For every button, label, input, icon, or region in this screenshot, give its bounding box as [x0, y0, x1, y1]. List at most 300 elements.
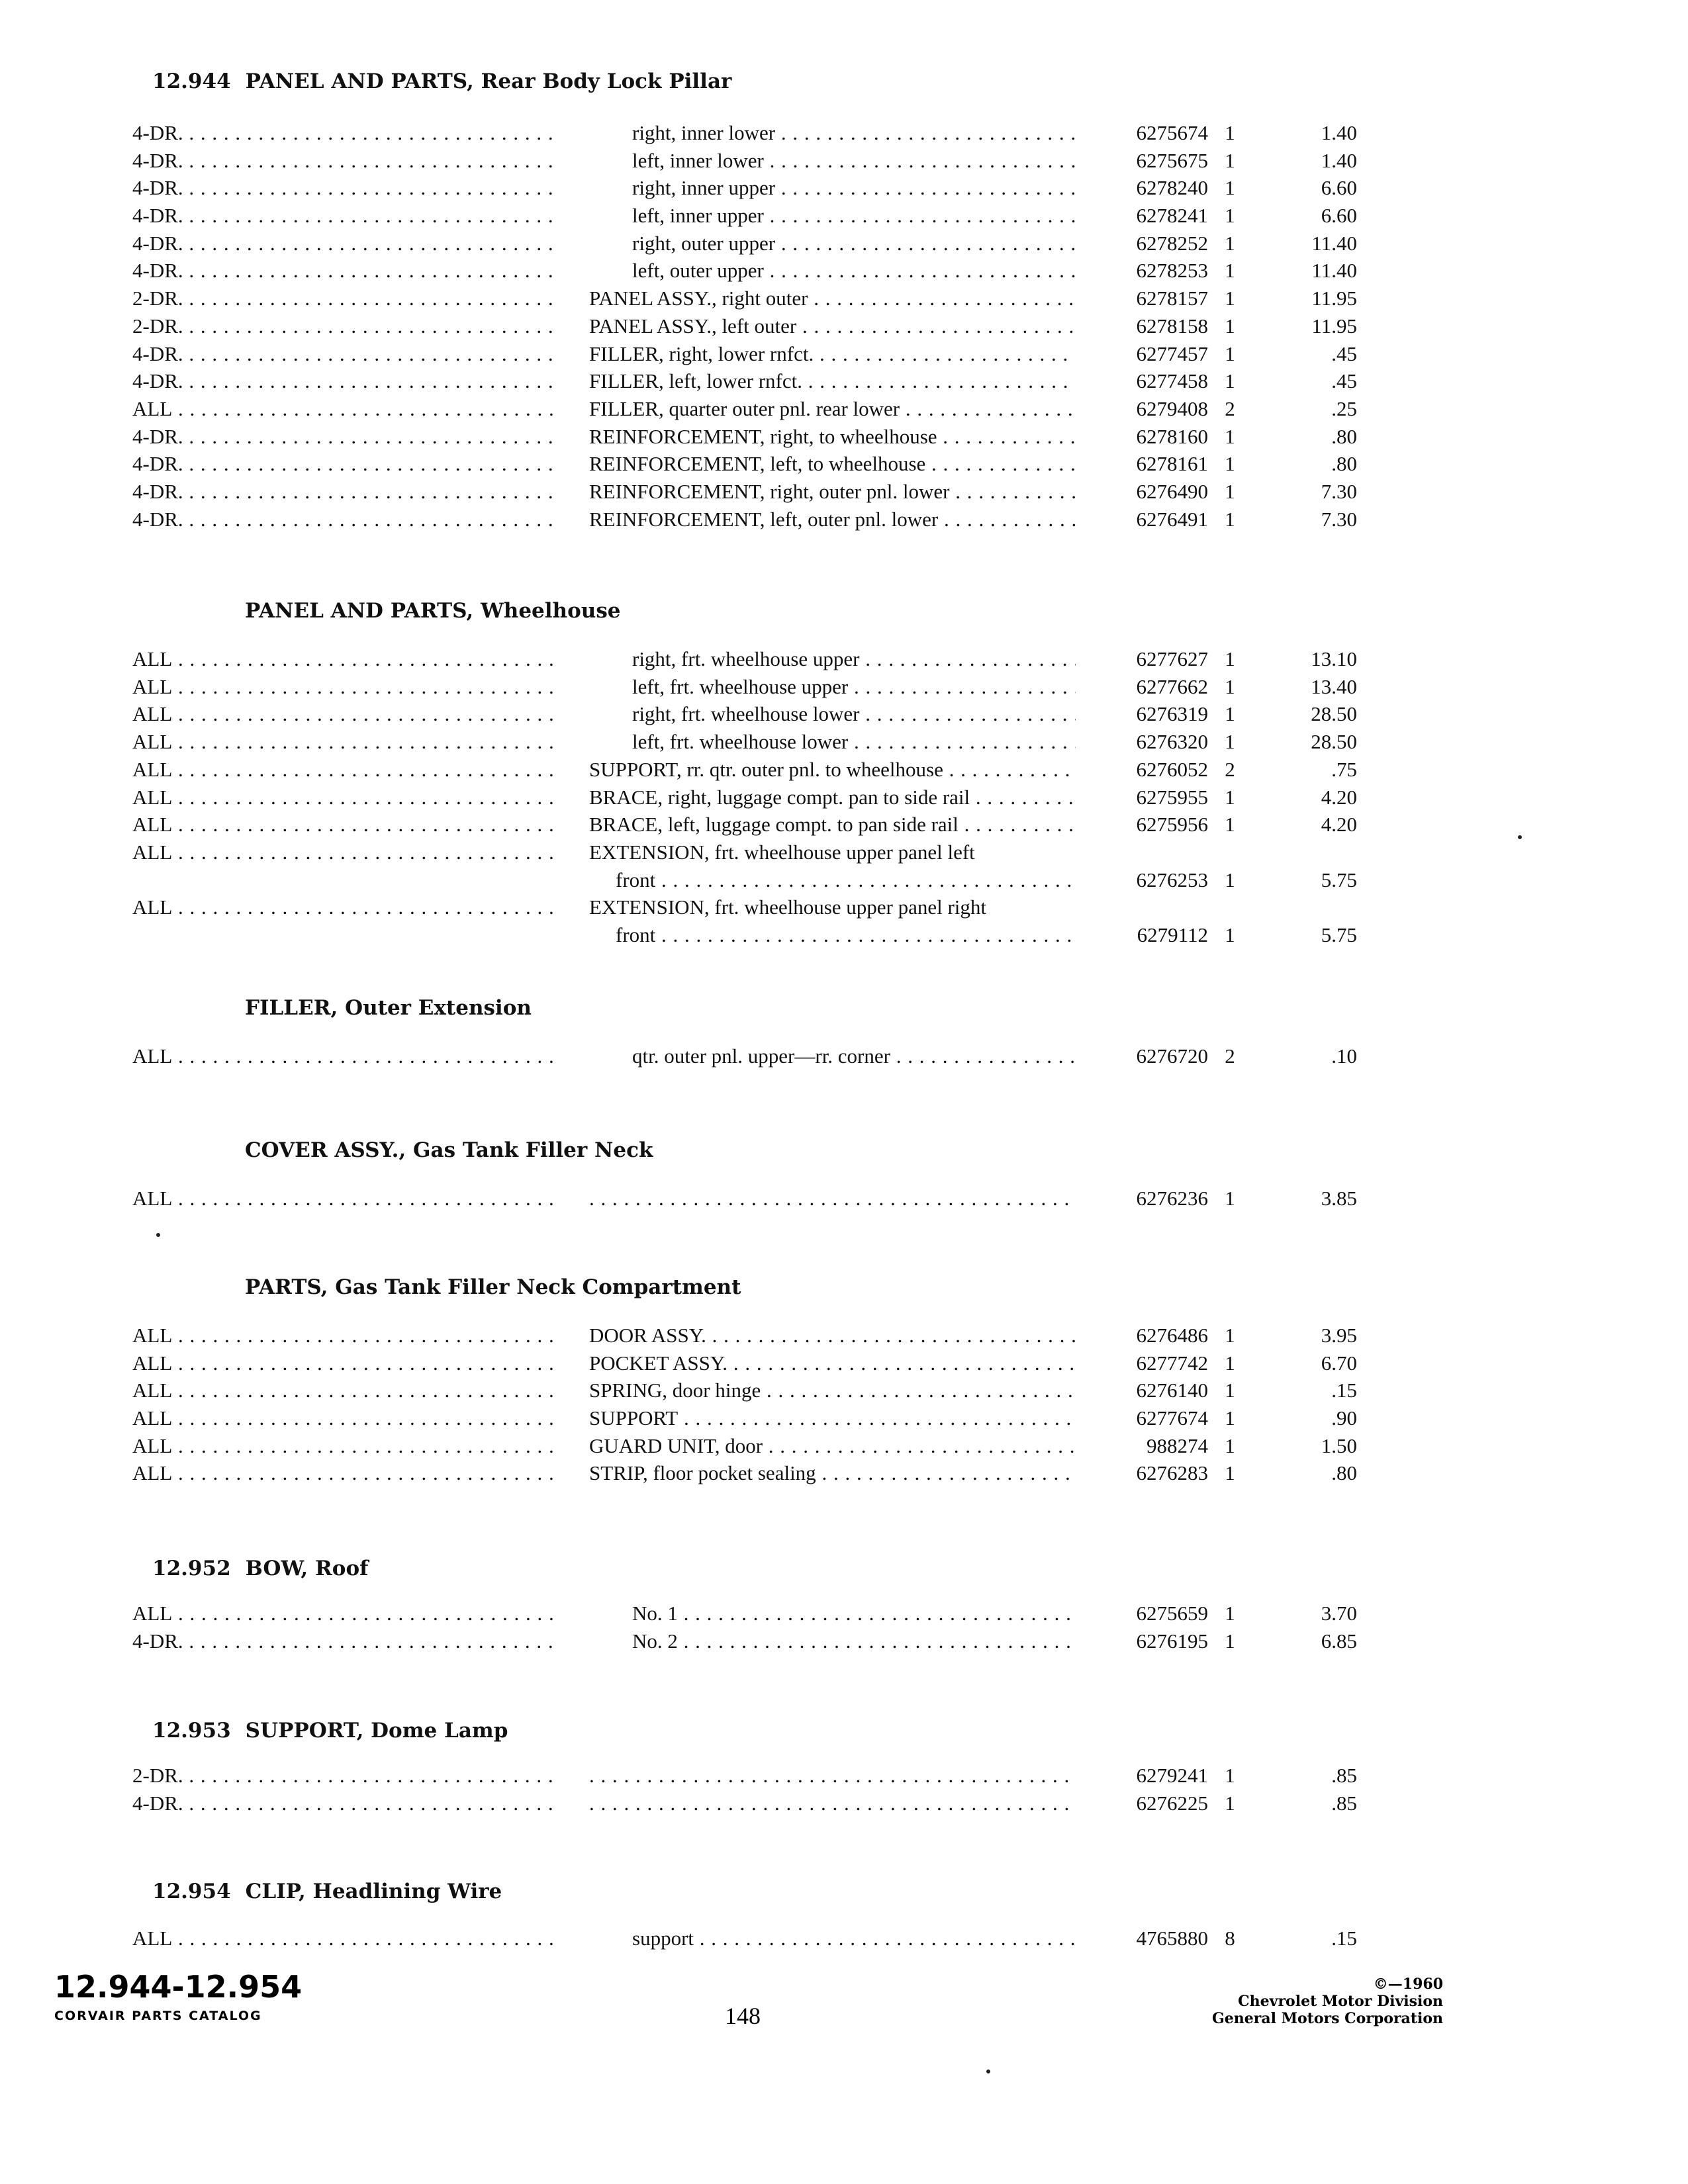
price: 3.85 — [1321, 1187, 1357, 1210]
model-text: ALL — [132, 1602, 173, 1625]
parts-row — [0, 367, 1688, 395]
model-text: ALL — [132, 1044, 173, 1068]
model-cell — [132, 340, 556, 368]
part-number: 6278252 — [1136, 232, 1208, 255]
description-text: FILLER, quarter outer pnl. rear lower — [589, 397, 900, 420]
description-cell — [589, 1404, 1076, 1432]
description-text: DOOR ASSY. — [589, 1324, 706, 1347]
parts-row — [0, 174, 1688, 202]
price: .90 — [1331, 1406, 1357, 1430]
part-number: 6278241 — [1136, 204, 1208, 227]
parts-row — [0, 1459, 1688, 1487]
description-text: right, inner upper — [632, 176, 776, 199]
description-text: right, outer upper — [632, 232, 776, 255]
model-text: ALL — [132, 1406, 173, 1430]
parts-row — [0, 1377, 1688, 1404]
description-cell — [589, 395, 1076, 423]
parts-row — [0, 1349, 1688, 1377]
price: 28.50 — [1311, 730, 1357, 753]
quantity: 1 — [1225, 730, 1235, 753]
description-cell — [589, 1322, 1076, 1349]
part-number: 6278253 — [1136, 259, 1208, 282]
quantity: 1 — [1225, 1351, 1235, 1375]
section-number: 12.952 — [152, 1557, 231, 1580]
part-number: 6276490 — [1136, 480, 1208, 503]
section-title: SUPPORT, Dome Lamp — [245, 1719, 508, 1743]
quantity: 1 — [1225, 149, 1235, 172]
quantity: 2 — [1225, 758, 1235, 781]
model-text: ALL — [132, 1324, 173, 1347]
price: 13.40 — [1311, 675, 1357, 698]
price: 11.40 — [1311, 232, 1357, 255]
quantity: 1 — [1225, 1379, 1235, 1402]
section-number: 12.953 — [152, 1719, 231, 1743]
description-text: left, outer upper — [632, 259, 764, 282]
model-cell — [132, 1377, 556, 1404]
description-cell — [589, 450, 1076, 478]
model-cell — [132, 423, 556, 451]
quantity: 1 — [1225, 813, 1235, 836]
description-text: REINFORCEMENT, right, to wheelhouse — [589, 425, 937, 448]
description-cell — [589, 811, 1076, 839]
section-heading — [152, 69, 731, 93]
section-title: BOW, Roof — [245, 1557, 369, 1580]
price: 5.75 — [1321, 923, 1357, 946]
corporation-name: General Motors Corporation — [1211, 2010, 1443, 2027]
model-text: ALL — [132, 895, 173, 919]
description-text: BRACE, left, luggage compt. to pan side rail — [589, 813, 959, 836]
model-text: 4-DR. — [132, 1629, 183, 1653]
section-number: 12.944 — [152, 69, 231, 93]
part-number: 6279112 — [1137, 923, 1208, 946]
model-cell — [132, 1349, 556, 1377]
quantity: 1 — [1225, 675, 1235, 698]
model-text: 4-DR. — [132, 176, 183, 199]
description-continuation — [589, 866, 1076, 894]
section-heading — [245, 1275, 741, 1299]
quantity: 1 — [1225, 452, 1235, 475]
price: .80 — [1331, 425, 1357, 448]
model-cell — [132, 1042, 556, 1070]
model-text: 4-DR. — [132, 232, 183, 255]
quantity: 2 — [1225, 1044, 1235, 1068]
description-cell — [632, 230, 1076, 257]
parts-row — [0, 257, 1688, 285]
model-text: ALL — [132, 647, 173, 670]
part-number: 6276253 — [1136, 868, 1208, 891]
description-cell — [589, 1377, 1076, 1404]
model-cell — [132, 119, 556, 147]
description-text: BRACE, right, luggage compt. pan to side rail — [589, 786, 970, 809]
model-cell — [132, 645, 556, 673]
price: 7.30 — [1321, 480, 1357, 503]
model-text: 4-DR. — [132, 121, 183, 144]
quantity: 8 — [1225, 1927, 1235, 1950]
part-number: 988274 — [1147, 1434, 1208, 1457]
parts-row — [0, 893, 1688, 949]
price: .10 — [1331, 1044, 1357, 1068]
model-text: ALL — [132, 1351, 173, 1375]
description-cell — [632, 1600, 1076, 1627]
model-text: ALL — [132, 1187, 173, 1210]
model-text: ALL — [132, 758, 173, 781]
quantity: 1 — [1225, 425, 1235, 448]
part-number: 6278160 — [1136, 425, 1208, 448]
model-cell — [132, 395, 556, 423]
parts-row — [0, 673, 1688, 701]
section-title: PANEL AND PARTS, Wheelhouse — [245, 599, 621, 623]
part-number: 6276052 — [1136, 758, 1208, 781]
model-cell — [132, 478, 556, 506]
model-text: ALL — [132, 675, 173, 698]
section-title: FILLER, Outer Extension — [245, 996, 532, 1020]
model-text: 2-DR. — [132, 314, 183, 338]
model-text: 4-DR. — [132, 425, 183, 448]
price: 6.60 — [1321, 204, 1357, 227]
description-text: left, frt. wheelhouse lower — [632, 730, 849, 753]
part-number: 4765880 — [1136, 1927, 1208, 1950]
description-text: REINFORCEMENT, left, to wheelhouse — [589, 452, 926, 475]
price: .25 — [1331, 397, 1357, 420]
part-number: 6276283 — [1136, 1461, 1208, 1484]
parts-row — [0, 1042, 1688, 1070]
quantity: 1 — [1225, 121, 1235, 144]
parts-row — [0, 147, 1688, 175]
description-cell — [589, 1762, 1076, 1790]
model-text: ALL — [132, 397, 173, 420]
description-cell — [589, 1349, 1076, 1377]
price: .45 — [1331, 342, 1357, 365]
model-cell — [132, 285, 556, 312]
description-cell — [632, 728, 1076, 756]
model-cell — [132, 312, 556, 340]
description-cell — [632, 202, 1076, 230]
parts-row — [0, 340, 1688, 368]
price: 7.30 — [1321, 508, 1357, 531]
description-cell — [589, 1790, 1076, 1817]
model-text: 4-DR. — [132, 149, 183, 172]
description-text: FILLER, left, lower rnfct. — [589, 369, 802, 392]
part-number: 6277674 — [1136, 1406, 1208, 1430]
section-heading — [245, 996, 532, 1020]
description-text: EXTENSION, frt. wheelhouse upper panel right — [589, 895, 987, 919]
description-text: REINFORCEMENT, right, outer pnl. lower — [589, 480, 950, 503]
description-text: PANEL ASSY., left outer — [589, 314, 797, 338]
description-text: qtr. outer pnl. upper—rr. corner — [632, 1044, 890, 1068]
description-text: right, frt. wheelhouse lower — [632, 702, 860, 725]
description-text: right, frt. wheelhouse upper — [632, 647, 860, 670]
model-text: 4-DR. — [132, 259, 183, 282]
part-number: 6275955 — [1136, 786, 1208, 809]
part-number: 6278240 — [1136, 176, 1208, 199]
parts-row — [0, 1404, 1688, 1432]
description-cell — [632, 1042, 1076, 1070]
quantity: 1 — [1225, 1602, 1235, 1625]
quantity: 1 — [1225, 314, 1235, 338]
model-cell — [132, 784, 556, 811]
price: 6.85 — [1321, 1629, 1357, 1653]
model-text: ALL — [132, 702, 173, 725]
description-cell — [589, 784, 1076, 811]
model-text: ALL — [132, 730, 173, 753]
parts-row — [0, 230, 1688, 257]
model-cell — [132, 1322, 556, 1349]
price: 13.10 — [1311, 647, 1357, 670]
section-title: COVER ASSY., Gas Tank Filler Neck — [245, 1138, 653, 1162]
part-number: 6277742 — [1136, 1351, 1208, 1375]
model-cell — [132, 450, 556, 478]
model-text: 4-DR. — [132, 342, 183, 365]
quantity: 1 — [1225, 1792, 1235, 1815]
quantity: 1 — [1225, 176, 1235, 199]
part-number: 6277458 — [1136, 369, 1208, 392]
description-cell — [589, 1432, 1076, 1460]
parts-row — [0, 1762, 1688, 1790]
description-cell — [632, 645, 1076, 673]
model-text: ALL — [132, 841, 173, 864]
part-number: 6275659 — [1136, 1602, 1208, 1625]
model-cell — [132, 1459, 556, 1487]
model-cell — [132, 756, 556, 784]
price: 1.40 — [1321, 149, 1357, 172]
section-heading — [245, 599, 621, 623]
part-number: 6276140 — [1136, 1379, 1208, 1402]
page-number: 148 — [725, 2003, 761, 2029]
description-text: STRIP, floor pocket sealing — [589, 1461, 816, 1484]
model-text: 4-DR. — [132, 1792, 183, 1815]
model-cell — [132, 1600, 556, 1627]
section-heading — [152, 1557, 368, 1580]
description-continuation-text: front — [616, 923, 656, 946]
part-number: 6279408 — [1136, 397, 1208, 420]
price: .75 — [1331, 758, 1357, 781]
quantity: 1 — [1225, 923, 1235, 946]
description-text: SUPPORT, rr. qtr. outer pnl. to wheelhouse — [589, 758, 943, 781]
model-text: 4-DR. — [132, 452, 183, 475]
description-text: left, frt. wheelhouse upper — [632, 675, 849, 698]
model-text: ALL — [132, 1461, 173, 1484]
price: 28.50 — [1311, 702, 1357, 725]
model-text: ALL — [132, 1379, 173, 1402]
quantity: 1 — [1225, 204, 1235, 227]
section-heading — [152, 1719, 508, 1743]
price: 6.70 — [1321, 1351, 1357, 1375]
price: .80 — [1331, 452, 1357, 475]
model-cell — [132, 1762, 556, 1790]
price: 11.95 — [1311, 287, 1357, 310]
description-cell — [589, 312, 1076, 340]
quantity: 1 — [1225, 480, 1235, 503]
description-cell — [589, 340, 1076, 368]
description-text: No. 2 — [632, 1629, 678, 1653]
description-cell — [632, 673, 1076, 701]
quantity: 1 — [1225, 287, 1235, 310]
description-text: FILLER, right, lower rnfct. — [589, 342, 814, 365]
quantity: 1 — [1225, 1324, 1235, 1347]
copyright-year: ©—1960 — [1373, 1976, 1443, 1993]
parts-row — [0, 202, 1688, 230]
description-cell — [632, 1925, 1076, 1952]
price: 3.70 — [1321, 1602, 1357, 1625]
model-cell — [132, 839, 556, 866]
model-cell — [132, 230, 556, 257]
price: .85 — [1331, 1764, 1357, 1787]
division-name: Chevrolet Motor Division — [1238, 1993, 1443, 2010]
description-cell — [589, 478, 1076, 506]
description-cell — [632, 257, 1076, 285]
description-cell — [589, 285, 1076, 312]
model-text: 4-DR. — [132, 480, 183, 503]
part-number: 6277457 — [1136, 342, 1208, 365]
price: 11.95 — [1311, 314, 1357, 338]
parts-row — [0, 1790, 1688, 1817]
model-cell — [132, 367, 556, 395]
price: .85 — [1331, 1792, 1357, 1815]
description-cell — [589, 423, 1076, 451]
quantity: 1 — [1225, 342, 1235, 365]
parts-row — [0, 395, 1688, 423]
parts-row — [0, 478, 1688, 506]
parts-row — [0, 450, 1688, 478]
model-text: ALL — [132, 813, 173, 836]
model-cell — [132, 893, 556, 921]
part-number: 6279241 — [1136, 1764, 1208, 1787]
quantity: 1 — [1225, 1406, 1235, 1430]
part-number: 6278158 — [1136, 314, 1208, 338]
model-text: 4-DR. — [132, 369, 183, 392]
model-text: 2-DR. — [132, 1764, 183, 1787]
parts-row — [0, 285, 1688, 312]
parts-row — [0, 756, 1688, 784]
price: 5.75 — [1321, 868, 1357, 891]
part-number: 6277662 — [1136, 675, 1208, 698]
quantity: 1 — [1225, 1629, 1235, 1653]
quantity: 1 — [1225, 702, 1235, 725]
description-cell — [632, 174, 1076, 202]
parts-row — [0, 1925, 1688, 1952]
part-number: 6276720 — [1136, 1044, 1208, 1068]
description-cell — [632, 119, 1076, 147]
parts-row — [0, 312, 1688, 340]
model-text: 4-DR. — [132, 508, 183, 531]
description-cell — [589, 839, 1076, 894]
part-number: 6276491 — [1136, 508, 1208, 531]
model-cell — [132, 700, 556, 728]
model-text: ALL — [132, 1927, 173, 1950]
description-text: EXTENSION, frt. wheelhouse upper panel left — [589, 841, 975, 864]
model-cell — [132, 506, 556, 533]
price: 6.60 — [1321, 176, 1357, 199]
model-text: 2-DR. — [132, 287, 183, 310]
section-range: 12.944-12.954 — [54, 1969, 303, 2005]
description-text: REINFORCEMENT, left, outer pnl. lower — [589, 508, 939, 531]
quantity: 2 — [1225, 397, 1235, 420]
parts-row — [0, 784, 1688, 811]
price: 4.20 — [1321, 786, 1357, 809]
section-heading — [245, 1138, 653, 1162]
description-continuation — [589, 921, 1076, 949]
description-cell — [632, 700, 1076, 728]
description-text: SPRING, door hinge — [589, 1379, 761, 1402]
scan-speck — [986, 2070, 990, 2073]
part-number: 6277627 — [1136, 647, 1208, 670]
price: 3.95 — [1321, 1324, 1357, 1347]
description-cell — [589, 1459, 1076, 1487]
model-cell — [132, 1925, 556, 1952]
quantity: 1 — [1225, 868, 1235, 891]
quantity: 1 — [1225, 786, 1235, 809]
parts-row — [0, 119, 1688, 147]
section-title: CLIP, Headlining Wire — [245, 1880, 502, 1903]
model-cell — [132, 811, 556, 839]
quantity: 1 — [1225, 1187, 1235, 1210]
part-number: 6276225 — [1136, 1792, 1208, 1815]
price: 11.40 — [1311, 259, 1357, 282]
quantity: 1 — [1225, 508, 1235, 531]
copyright-block — [1212, 1976, 1443, 2027]
description-cell — [589, 756, 1076, 784]
description-text: No. 1 — [632, 1602, 678, 1625]
description-text: SUPPORT — [589, 1406, 679, 1430]
part-number: 6276195 — [1136, 1629, 1208, 1653]
model-cell — [132, 202, 556, 230]
parts-row — [0, 839, 1688, 894]
parts-row — [0, 423, 1688, 451]
description-text: GUARD UNIT, door — [589, 1434, 763, 1457]
model-cell — [132, 1432, 556, 1460]
description-text: left, inner upper — [632, 204, 764, 227]
price: 1.50 — [1321, 1434, 1357, 1457]
parts-row — [0, 1627, 1688, 1655]
description-text: support — [632, 1927, 694, 1950]
scan-speck — [156, 1233, 160, 1237]
description-cell — [632, 147, 1076, 175]
model-text: ALL — [132, 1434, 173, 1457]
section-title: PANEL AND PARTS, Rear Body Lock Pillar — [245, 69, 732, 93]
parts-row — [0, 700, 1688, 728]
price: 1.40 — [1321, 121, 1357, 144]
model-text: 4-DR. — [132, 204, 183, 227]
description-text: POCKET ASSY. — [589, 1351, 728, 1375]
part-number: 6276319 — [1136, 702, 1208, 725]
description-text: PANEL ASSY., right outer — [589, 287, 808, 310]
price: .15 — [1331, 1379, 1357, 1402]
model-cell — [132, 147, 556, 175]
parts-row — [0, 1322, 1688, 1349]
catalog-name: CORVAIR PARTS CATALOG — [54, 2009, 262, 2023]
parts-row — [0, 1432, 1688, 1460]
part-number: 6276320 — [1136, 730, 1208, 753]
description-continuation-text: front — [616, 868, 656, 891]
model-text: ALL — [132, 786, 173, 809]
section-heading — [152, 1880, 502, 1903]
model-cell — [132, 174, 556, 202]
parts-row — [0, 645, 1688, 673]
description-cell — [632, 1627, 1076, 1655]
part-number: 6275674 — [1136, 121, 1208, 144]
parts-row — [0, 728, 1688, 756]
price: .15 — [1331, 1927, 1357, 1950]
part-number: 6276236 — [1136, 1187, 1208, 1210]
quantity: 1 — [1225, 369, 1235, 392]
model-cell — [132, 1404, 556, 1432]
quantity: 1 — [1225, 1461, 1235, 1484]
quantity: 1 — [1225, 1764, 1235, 1787]
parts-row — [0, 1600, 1688, 1627]
scan-speck — [1518, 835, 1522, 839]
description-cell — [589, 893, 1076, 949]
parts-row — [0, 1185, 1688, 1212]
